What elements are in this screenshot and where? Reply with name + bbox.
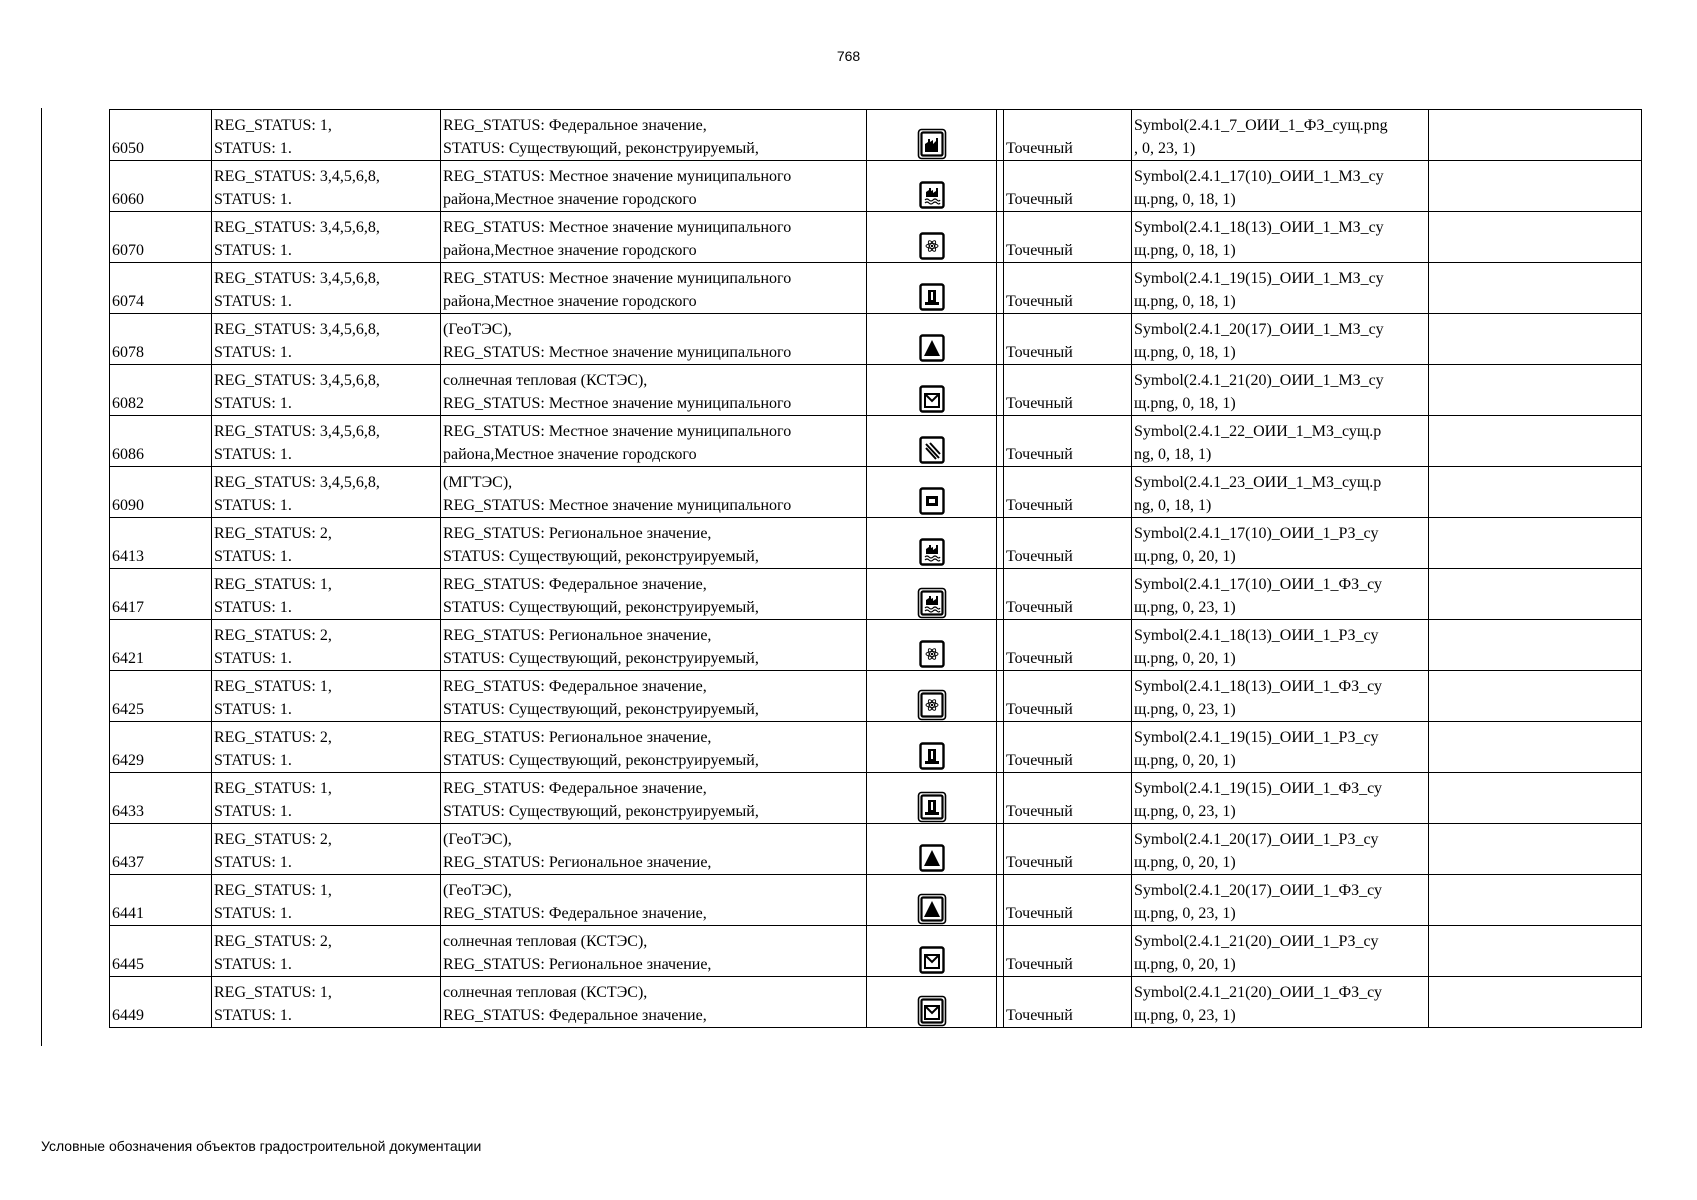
table-row: [110, 773, 1642, 824]
table-row: [110, 314, 1642, 365]
status-description-line: REG_STATUS: Федеральное значение,: [443, 576, 707, 593]
status-description-line: REG_STATUS: Региональное значение,: [443, 956, 712, 973]
symbol-definition-line: Symbol(2.4.1_20(17)_ОИИ_1_РЗ_су: [1134, 831, 1379, 848]
status-code-line: REG_STATUS: 1,: [214, 984, 332, 1001]
status-codes: [212, 977, 441, 1028]
status-codes: [212, 467, 441, 518]
status-code-line: STATUS: 1.: [214, 344, 292, 361]
status-code-line: REG_STATUS: 3,4,5,6,8,: [214, 321, 380, 338]
symbol-definition-line: Symbol(2.4.1_18(13)_ОИИ_1_РЗ_су: [1134, 627, 1379, 644]
status-description-line: (ГеоТЭС),: [443, 831, 512, 848]
status-description: [441, 773, 867, 824]
status-code-line: STATUS: 1.: [214, 854, 292, 871]
geometry-type: Точечный: [1004, 722, 1132, 773]
status-description-line: REG_STATUS: Местное значение муниципального: [443, 168, 792, 185]
symbol-preview: [867, 824, 997, 875]
status-description-line: STATUS: Существующий, реконструируемый,: [443, 599, 759, 616]
symbol-preview: [867, 161, 997, 212]
table-row: [110, 926, 1642, 977]
status-code-line: REG_STATUS: 2,: [214, 729, 332, 746]
empty-cell: [1429, 263, 1642, 314]
column-gap: [997, 518, 1004, 569]
status-codes: [212, 926, 441, 977]
geometry-type: Точечный: [1004, 416, 1132, 467]
symbol-definition-line: щ.png, 0, 23, 1): [1134, 599, 1236, 616]
status-code-line: STATUS: 1.: [214, 701, 292, 718]
status-description-line: (ГеоТЭС),: [443, 321, 512, 338]
status-description-line: района,Местное значение городского: [443, 446, 697, 463]
status-codes: [212, 722, 441, 773]
status-code-line: STATUS: 1.: [214, 497, 292, 514]
status-code-line: STATUS: 1.: [214, 140, 292, 157]
geometry-type: Точечный: [1004, 314, 1132, 365]
empty-cell: [1429, 722, 1642, 773]
column-gap: [997, 620, 1004, 671]
status-description-line: REG_STATUS: Федеральное значение,: [443, 678, 707, 695]
symbol-definition-line: щ.png, 0, 20, 1): [1134, 752, 1236, 769]
status-description-line: солнечная тепловая (КСТЭС),: [443, 984, 648, 1001]
status-code-line: STATUS: 1.: [214, 191, 292, 208]
object-code: 6078: [110, 314, 212, 365]
column-gap: [997, 314, 1004, 365]
status-description-line: STATUS: Существующий, реконструируемый,: [443, 650, 759, 667]
column-gap: [997, 263, 1004, 314]
symbol-definition-line: щ.png, 0, 20, 1): [1134, 854, 1236, 871]
triangle-icon: [917, 332, 947, 364]
status-codes: [212, 212, 441, 263]
empty-cell: [1429, 620, 1642, 671]
symbol-definition: [1132, 314, 1429, 365]
symbol-preview: [867, 263, 997, 314]
symbol-definition: [1132, 212, 1429, 263]
symbol-definition: [1132, 977, 1429, 1028]
symbol-preview: [867, 875, 997, 926]
table-row: [110, 875, 1642, 926]
status-description-line: STATUS: Существующий, реконструируемый,: [443, 701, 759, 718]
geometry-type: Точечный: [1004, 212, 1132, 263]
status-description: [441, 875, 867, 926]
symbol-definition: [1132, 722, 1429, 773]
symbol-definition-line: Symbol(2.4.1_20(17)_ОИИ_1_ФЗ_су: [1134, 882, 1382, 899]
symbol-definition-line: щ.png, 0, 18, 1): [1134, 395, 1236, 412]
symbol-definition-line: Symbol(2.4.1_18(13)_ОИИ_1_МЗ_су: [1134, 219, 1384, 236]
page-footer: Условные обозначения объектов градостроительной документации: [41, 1138, 482, 1154]
status-description-line: STATUS: Существующий, реконструируемый,: [443, 752, 759, 769]
status-code-line: STATUS: 1.: [214, 752, 292, 769]
symbol-definition: [1132, 875, 1429, 926]
status-code-line: REG_STATUS: 3,4,5,6,8,: [214, 219, 380, 236]
empty-cell: [1429, 416, 1642, 467]
symbol-definition: [1132, 365, 1429, 416]
status-code-line: REG_STATUS: 2,: [214, 933, 332, 950]
status-description: [441, 671, 867, 722]
symbol-definition-line: щ.png, 0, 23, 1): [1134, 905, 1236, 922]
symbol-definition-line: Symbol(2.4.1_20(17)_ОИИ_1_МЗ_су: [1134, 321, 1384, 338]
status-description: [441, 977, 867, 1028]
geometry-type: Точечный: [1004, 773, 1132, 824]
status-code-line: REG_STATUS: 1,: [214, 117, 332, 134]
status-description-line: солнечная тепловая (КСТЭС),: [443, 372, 648, 389]
empty-cell: [1429, 875, 1642, 926]
empty-cell: [1429, 773, 1642, 824]
table-row: [110, 263, 1642, 314]
symbol-definition-line: щ.png, 0, 18, 1): [1134, 191, 1236, 208]
table-row: [110, 671, 1642, 722]
symbol-definition-line: Symbol(2.4.1_19(15)_ОИИ_1_ФЗ_су: [1134, 780, 1382, 797]
symbol-definition: [1132, 926, 1429, 977]
symbol-definition: [1132, 467, 1429, 518]
status-code-line: STATUS: 1.: [214, 650, 292, 667]
table-row: [110, 365, 1642, 416]
column-gap: [997, 365, 1004, 416]
status-code-line: REG_STATUS: 3,4,5,6,8,: [214, 168, 380, 185]
status-code-line: REG_STATUS: 3,4,5,6,8,: [214, 372, 380, 389]
symbol-definition-line: , 0, 23, 1): [1134, 140, 1196, 157]
symbol-definition-line: Symbol(2.4.1_19(15)_ОИИ_1_МЗ_су: [1134, 270, 1384, 287]
status-codes: [212, 365, 441, 416]
geometry-type: Точечный: [1004, 926, 1132, 977]
status-codes: [212, 110, 441, 161]
object-code: 6090: [110, 467, 212, 518]
factory-double-frame-icon: [917, 128, 947, 160]
status-description-line: REG_STATUS: Региональное значение,: [443, 729, 712, 746]
symbol-definition: [1132, 416, 1429, 467]
envelope-icon: [917, 383, 947, 415]
geometry-type: Точечный: [1004, 875, 1132, 926]
object-code: 6425: [110, 671, 212, 722]
status-description-line: REG_STATUS: Местное значение муниципального: [443, 395, 792, 412]
symbol-definition-line: Symbol(2.4.1_21(20)_ОИИ_1_МЗ_су: [1134, 372, 1384, 389]
table-row: [110, 416, 1642, 467]
symbol-definition-line: Symbol(2.4.1_21(20)_ОИИ_1_ФЗ_су: [1134, 984, 1382, 1001]
empty-cell: [1429, 569, 1642, 620]
symbol-definition: [1132, 620, 1429, 671]
geometry-type: Точечный: [1004, 263, 1132, 314]
status-code-line: REG_STATUS: 3,4,5,6,8,: [214, 270, 380, 287]
symbol-definition: [1132, 110, 1429, 161]
empty-cell: [1429, 110, 1642, 161]
symbol-preview: [867, 314, 997, 365]
plant-waves-icon: [917, 179, 947, 211]
status-code-line: STATUS: 1.: [214, 446, 292, 463]
status-code-line: REG_STATUS: 1,: [214, 576, 332, 593]
status-description: [441, 722, 867, 773]
symbol-definition-line: щ.png, 0, 18, 1): [1134, 293, 1236, 310]
symbol-definition-line: ng, 0, 18, 1): [1134, 497, 1212, 514]
object-code: 6050: [110, 110, 212, 161]
symbol-definition: [1132, 569, 1429, 620]
column-gap: [997, 875, 1004, 926]
table-row: [110, 569, 1642, 620]
status-description: [441, 263, 867, 314]
status-codes: [212, 671, 441, 722]
object-code: 6429: [110, 722, 212, 773]
status-code-line: STATUS: 1.: [214, 599, 292, 616]
status-code-line: STATUS: 1.: [214, 548, 292, 565]
symbol-definition-line: Symbol(2.4.1_19(15)_ОИИ_1_РЗ_су: [1134, 729, 1379, 746]
status-codes: [212, 620, 441, 671]
page-number: 768: [836, 48, 861, 64]
symbol-definition: [1132, 161, 1429, 212]
status-description-line: района,Местное значение городского: [443, 293, 697, 310]
atom-double-frame-icon: [917, 689, 947, 721]
status-description-line: (ГеоТЭС),: [443, 882, 512, 899]
status-description-line: района,Местное значение городского: [443, 191, 697, 208]
status-code-line: STATUS: 1.: [214, 395, 292, 412]
status-code-line: REG_STATUS: 3,4,5,6,8,: [214, 423, 380, 440]
status-description: [441, 569, 867, 620]
status-description-line: REG_STATUS: Местное значение муниципального: [443, 270, 792, 287]
symbol-definition-line: щ.png, 0, 18, 1): [1134, 344, 1236, 361]
status-codes: [212, 773, 441, 824]
table-row: [110, 518, 1642, 569]
geometry-type: Точечный: [1004, 977, 1132, 1028]
symbol-preview: [867, 110, 997, 161]
column-gap: [997, 824, 1004, 875]
symbol-definition: [1132, 518, 1429, 569]
status-code-line: STATUS: 1.: [214, 1007, 292, 1024]
status-codes: [212, 569, 441, 620]
table-body: [110, 110, 1642, 1028]
symbol-definition: [1132, 773, 1429, 824]
symbol-definition: [1132, 671, 1429, 722]
status-description: [441, 110, 867, 161]
symbol-definition-line: Symbol(2.4.1_22_ОИИ_1_МЗ_сущ.р: [1134, 423, 1382, 440]
object-code: 6421: [110, 620, 212, 671]
tower-double-frame-icon: [917, 791, 947, 823]
geometry-type: Точечный: [1004, 110, 1132, 161]
symbol-definition-line: щ.png, 0, 23, 1): [1134, 1007, 1236, 1024]
status-description-line: REG_STATUS: Федеральное значение,: [443, 117, 707, 134]
status-code-line: STATUS: 1.: [214, 242, 292, 259]
status-code-line: STATUS: 1.: [214, 905, 292, 922]
object-code: 6082: [110, 365, 212, 416]
symbol-preview: [867, 977, 997, 1028]
status-description: [441, 365, 867, 416]
status-code-line: REG_STATUS: 1,: [214, 780, 332, 797]
symbol-definition-line: щ.png, 0, 20, 1): [1134, 956, 1236, 973]
status-description: [441, 926, 867, 977]
tower-icon: [917, 740, 947, 772]
symbol-preview: [867, 518, 997, 569]
object-code: 6070: [110, 212, 212, 263]
symbol-definition-line: Symbol(2.4.1_7_ОИИ_1_ФЗ_сущ.png: [1134, 117, 1388, 134]
empty-cell: [1429, 671, 1642, 722]
object-code: 6445: [110, 926, 212, 977]
status-codes: [212, 161, 441, 212]
column-gap: [997, 773, 1004, 824]
table-row: [110, 467, 1642, 518]
geometry-type: Точечный: [1004, 671, 1132, 722]
column-gap: [997, 722, 1004, 773]
status-description: [441, 212, 867, 263]
tower-icon: [917, 281, 947, 313]
inner-square-icon: [917, 485, 947, 517]
status-codes: [212, 263, 441, 314]
symbol-preview: [867, 416, 997, 467]
empty-cell: [1429, 926, 1642, 977]
empty-cell: [1429, 518, 1642, 569]
symbol-definition-line: щ.png, 0, 20, 1): [1134, 548, 1236, 565]
geometry-type: Точечный: [1004, 161, 1132, 212]
status-description-line: STATUS: Существующий, реконструируемый,: [443, 548, 759, 565]
symbol-definition-line: Symbol(2.4.1_18(13)_ОИИ_1_ФЗ_су: [1134, 678, 1382, 695]
plant-waves-double-frame-icon: [917, 587, 947, 619]
status-code-line: STATUS: 1.: [214, 803, 292, 820]
status-description-line: REG_STATUS: Федеральное значение,: [443, 780, 707, 797]
symbol-definition-line: Symbol(2.4.1_17(10)_ОИИ_1_МЗ_су: [1134, 168, 1384, 185]
object-code: 6441: [110, 875, 212, 926]
object-code: 6437: [110, 824, 212, 875]
column-gap: [997, 161, 1004, 212]
column-gap: [997, 212, 1004, 263]
object-code: 6433: [110, 773, 212, 824]
empty-cell: [1429, 314, 1642, 365]
status-description-line: STATUS: Существующий, реконструируемый,: [443, 140, 759, 157]
status-code-line: REG_STATUS: 1,: [214, 678, 332, 695]
envelope-double-frame-icon: [917, 995, 947, 1027]
status-description: [441, 620, 867, 671]
empty-cell: [1429, 977, 1642, 1028]
symbol-preview: [867, 365, 997, 416]
status-codes: [212, 875, 441, 926]
column-gap: [997, 416, 1004, 467]
empty-cell: [1429, 161, 1642, 212]
geometry-type: Точечный: [1004, 620, 1132, 671]
symbol-preview: [867, 467, 997, 518]
plant-waves-icon: [917, 536, 947, 568]
status-description-line: REG_STATUS: Региональное значение,: [443, 627, 712, 644]
object-code: 6417: [110, 569, 212, 620]
status-description: [441, 416, 867, 467]
symbol-definition-line: Symbol(2.4.1_17(10)_ОИИ_1_ФЗ_су: [1134, 576, 1382, 593]
status-codes: [212, 518, 441, 569]
table-row: [110, 620, 1642, 671]
symbol-preview: [867, 569, 997, 620]
column-gap: [997, 467, 1004, 518]
column-gap: [997, 569, 1004, 620]
object-code: 6074: [110, 263, 212, 314]
symbol-preview: [867, 671, 997, 722]
object-code: 6060: [110, 161, 212, 212]
status-description-line: REG_STATUS: Федеральное значение,: [443, 1007, 707, 1024]
status-codes: [212, 314, 441, 365]
status-description-line: STATUS: Существующий, реконструируемый,: [443, 803, 759, 820]
symbol-definition: [1132, 263, 1429, 314]
object-code: 6413: [110, 518, 212, 569]
empty-cell: [1429, 824, 1642, 875]
column-gap: [997, 926, 1004, 977]
table-row: [110, 110, 1642, 161]
status-description: [441, 314, 867, 365]
geometry-type: Точечный: [1004, 518, 1132, 569]
symbol-preview: [867, 926, 997, 977]
triangle-icon: [917, 842, 947, 874]
symbol-definition-line: ng, 0, 18, 1): [1134, 446, 1212, 463]
status-description-line: REG_STATUS: Региональное значение,: [443, 854, 712, 871]
geometry-type: Точечный: [1004, 467, 1132, 518]
status-code-line: REG_STATUS: 2,: [214, 525, 332, 542]
status-code-line: STATUS: 1.: [214, 956, 292, 973]
symbol-definition-line: щ.png, 0, 18, 1): [1134, 242, 1236, 259]
status-code-line: REG_STATUS: 2,: [214, 831, 332, 848]
envelope-icon: [917, 944, 947, 976]
table-row: [110, 212, 1642, 263]
status-description-line: REG_STATUS: Региональное значение,: [443, 525, 712, 542]
status-description: [441, 518, 867, 569]
status-codes: [212, 416, 441, 467]
table-row: [110, 977, 1642, 1028]
status-description-line: солнечная тепловая (КСТЭС),: [443, 933, 648, 950]
table-row: [110, 824, 1642, 875]
symbol-preview: [867, 212, 997, 263]
status-description-line: REG_STATUS: Местное значение муниципального: [443, 219, 792, 236]
status-description-line: REG_STATUS: Федеральное значение,: [443, 905, 707, 922]
triangle-double-frame-icon: [917, 893, 947, 925]
column-gap: [997, 110, 1004, 161]
symbol-definition-line: щ.png, 0, 23, 1): [1134, 701, 1236, 718]
symbol-definition-line: Symbol(2.4.1_17(10)_ОИИ_1_РЗ_су: [1134, 525, 1379, 542]
status-description-line: REG_STATUS: Местное значение муниципального: [443, 423, 792, 440]
status-description: [441, 161, 867, 212]
status-description-line: (МГТЭС),: [443, 474, 513, 491]
atom-icon: [917, 638, 947, 670]
object-code: 6449: [110, 977, 212, 1028]
status-code-line: REG_STATUS: 2,: [214, 627, 332, 644]
empty-cell: [1429, 467, 1642, 518]
status-description-line: района,Местное значение городского: [443, 242, 697, 259]
symbol-definition-line: щ.png, 0, 20, 1): [1134, 650, 1236, 667]
status-description: [441, 467, 867, 518]
status-code-line: STATUS: 1.: [214, 293, 292, 310]
table-row: [110, 722, 1642, 773]
diagonal-lines-icon: [917, 434, 947, 466]
status-description: [441, 824, 867, 875]
status-code-line: REG_STATUS: 1,: [214, 882, 332, 899]
status-description-line: REG_STATUS: Местное значение муниципального: [443, 497, 792, 514]
geometry-type: Точечный: [1004, 365, 1132, 416]
left-margin-rule: [41, 108, 42, 1046]
object-code: 6086: [110, 416, 212, 467]
status-description-line: REG_STATUS: Местное значение муниципального: [443, 344, 792, 361]
symbol-preview: [867, 722, 997, 773]
symbol-definition-line: Symbol(2.4.1_21(20)_ОИИ_1_РЗ_су: [1134, 933, 1379, 950]
column-gap: [997, 671, 1004, 722]
table-row: [110, 161, 1642, 212]
geometry-type: Точечный: [1004, 824, 1132, 875]
status-code-line: REG_STATUS: 3,4,5,6,8,: [214, 474, 380, 491]
status-codes: [212, 824, 441, 875]
symbols-table: [109, 109, 1642, 1028]
atom-icon: [917, 230, 947, 262]
column-gap: [997, 977, 1004, 1028]
empty-cell: [1429, 365, 1642, 416]
empty-cell: [1429, 212, 1642, 263]
symbol-definition-line: щ.png, 0, 23, 1): [1134, 803, 1236, 820]
symbol-preview: [867, 620, 997, 671]
symbol-preview: [867, 773, 997, 824]
geometry-type: Точечный: [1004, 569, 1132, 620]
symbol-definition: [1132, 824, 1429, 875]
symbol-definition-line: Symbol(2.4.1_23_ОИИ_1_МЗ_сущ.р: [1134, 474, 1382, 491]
